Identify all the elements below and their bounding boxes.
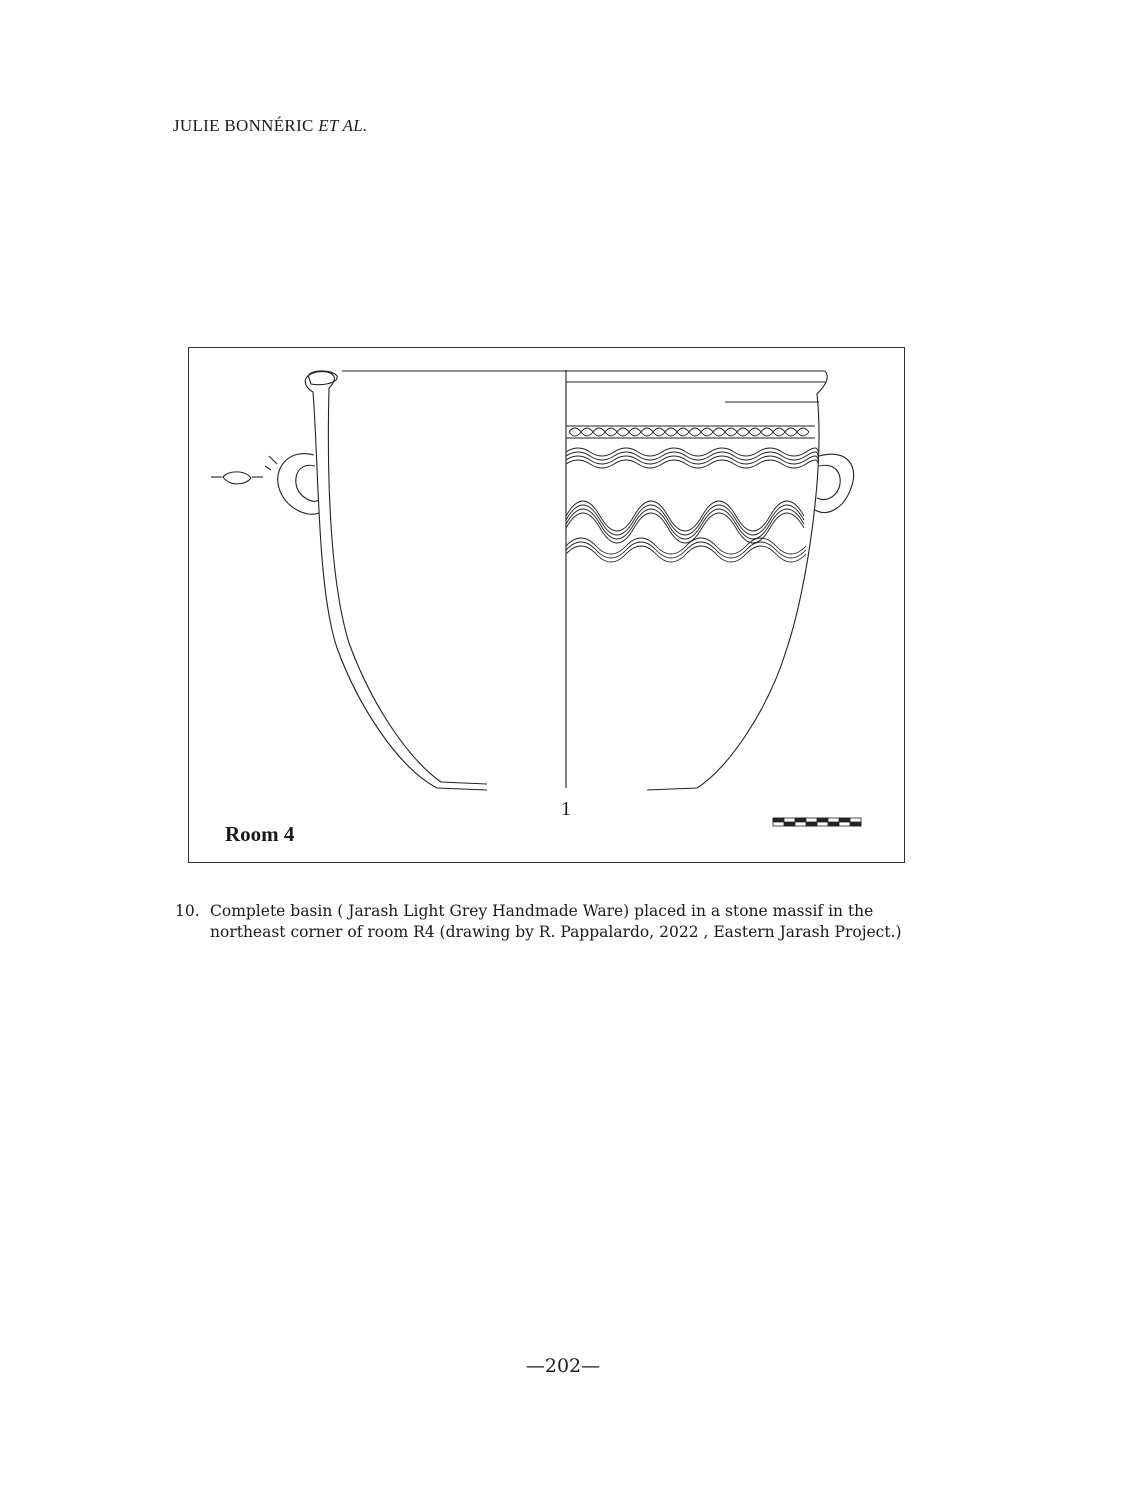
left-handle-inner	[296, 465, 319, 501]
section-dash-1	[269, 456, 277, 464]
figure-frame	[188, 347, 905, 863]
section-dash-2	[265, 466, 271, 470]
drawing-number: 1	[561, 798, 571, 820]
left-profile-inner	[317, 372, 487, 784]
chain-band	[566, 426, 815, 438]
basin-drawing	[189, 348, 904, 862]
right-profile-outer	[647, 371, 827, 790]
room-label: Room 4	[225, 822, 295, 846]
caption-number: 10.	[175, 902, 200, 920]
right-handle	[815, 454, 854, 512]
left-profile-outer	[305, 372, 487, 790]
page-number: —202—	[525, 1355, 601, 1377]
figure-caption	[175, 901, 935, 943]
caption-text: Complete basin ( Jarash Light Grey Handmade Ware) placed in a stone massif in the northeast corner of room R4 (drawing by R. Pappalardo, 2022 , Eastern Jarash Project.)	[210, 902, 902, 941]
wave-band-small	[566, 448, 818, 468]
author-name: JULIE BONNÉRIC	[173, 116, 314, 135]
author-suffix: ET AL.	[318, 116, 368, 135]
handle-section	[223, 472, 251, 484]
scale-bar	[773, 818, 861, 826]
wave-band-large	[566, 501, 804, 543]
wave-band-medium	[566, 538, 806, 562]
right-handle-inner	[817, 465, 840, 499]
left-handle	[278, 454, 319, 515]
running-head	[173, 116, 368, 136]
